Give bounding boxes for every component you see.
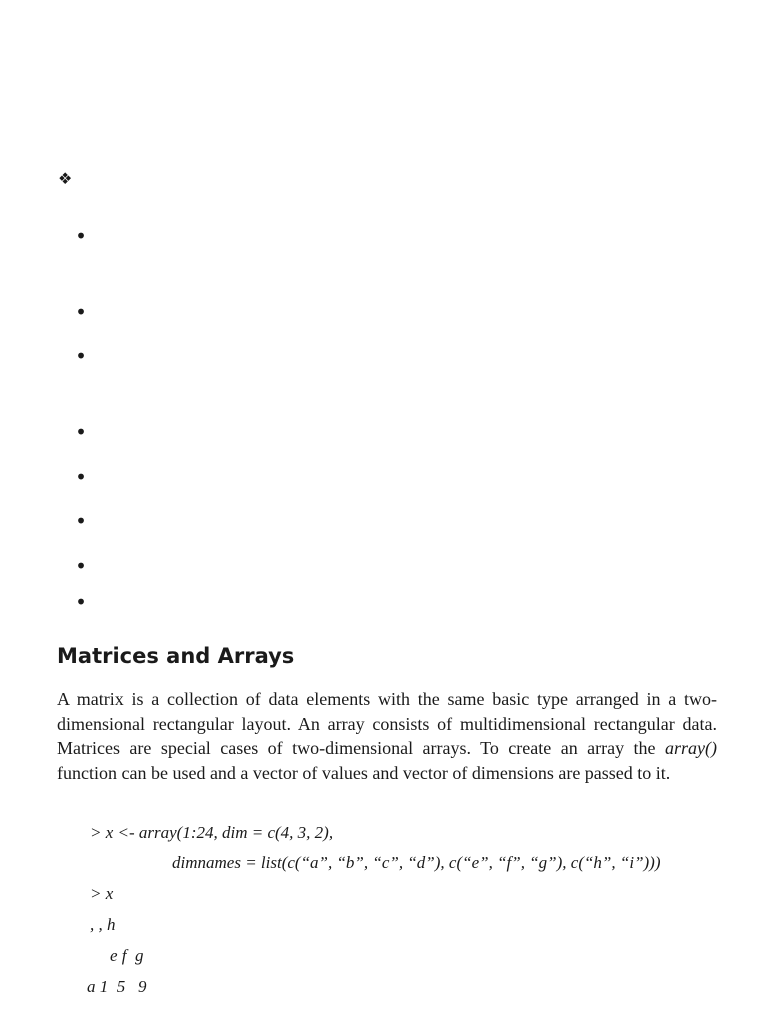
- code-line-1: > x <- array(1:24, dim = c(4, 3, 2),: [90, 823, 334, 842]
- bullet-icon: •: [75, 465, 87, 489]
- paragraph-text-end: function can be used and a vector of values and vector of dimensions are passed to it.: [57, 762, 671, 783]
- code-line-5: e f g: [110, 946, 144, 965]
- paragraph-text-start: A matrix is a collection of data elements with the same basic type arranged in a two-dimensional rectangular layout. An array consists of multidimensional rectangular data. Matrices are special cases of two-dimensional arrays. To create an array the: [57, 689, 717, 759]
- bullet-icon: •: [75, 509, 87, 533]
- bullet-icon: •: [75, 300, 87, 324]
- function-name: array(): [665, 738, 717, 759]
- code-line-2: dimnames = list(c(“a”, “b”, “c”, “d”), c(“e”, “f”, “g”), c(“h”, “i”))): [172, 853, 661, 872]
- bullet-icon: •: [75, 344, 87, 368]
- diamond-bullet-icon: ❖: [58, 169, 73, 188]
- bullet-icon: •: [75, 420, 87, 444]
- bullet-icon: •: [75, 554, 87, 578]
- code-line-4: , , h: [90, 915, 116, 934]
- code-line-6: a 1 5 9: [87, 977, 147, 996]
- section-heading: Matrices and Arrays: [57, 644, 295, 668]
- body-paragraph: [57, 687, 717, 785]
- code-line-3: > x: [90, 884, 114, 903]
- bullet-icon: •: [75, 590, 87, 614]
- bullet-icon: •: [75, 224, 87, 248]
